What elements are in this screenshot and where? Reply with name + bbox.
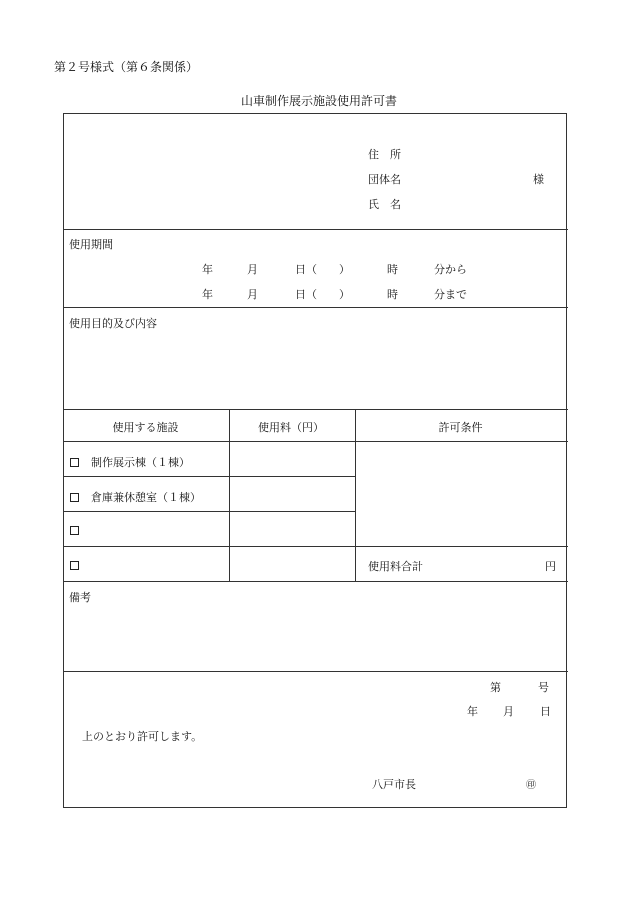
divider	[64, 229, 568, 230]
divider	[64, 671, 568, 672]
approval-year: 年	[467, 705, 478, 718]
facility-row	[70, 454, 190, 470]
address-label: 住 所	[368, 148, 401, 161]
seal-mark: ㊞	[526, 780, 536, 791]
permit-number-prefix: 第	[490, 681, 501, 694]
divider	[64, 546, 568, 547]
form-number: 第２号様式（第６条関係）	[54, 60, 199, 74]
name-label: 氏 名	[368, 198, 401, 211]
divider	[64, 441, 568, 442]
from-month: 月	[247, 263, 258, 276]
document-title: 山車制作展示施設使用許可書	[241, 94, 398, 108]
facility-checkbox[interactable]	[70, 561, 79, 570]
approval-day: 日	[540, 705, 551, 718]
to-day: 日（ ）	[295, 288, 350, 301]
divider	[64, 581, 568, 582]
honorific: 様	[533, 173, 544, 186]
facility-name: 制作展示棟（１棟）	[91, 456, 190, 469]
facility-checkbox[interactable]	[70, 493, 79, 502]
facility-checkbox[interactable]	[70, 458, 79, 467]
to-year: 年	[202, 288, 213, 301]
issuer: 八戸市長	[372, 778, 416, 791]
purpose-label: 使用目的及び内容	[69, 317, 157, 330]
period-label: 使用期間	[69, 238, 113, 251]
to-minute: 分まで	[434, 288, 467, 301]
conditions-header: 許可条件	[438, 421, 483, 434]
remarks-label: 備考	[69, 591, 91, 604]
fee-total-label: 使用料合計	[368, 560, 423, 573]
divider	[64, 409, 568, 410]
approval-statement: 上のとおり許可します。	[82, 730, 203, 743]
from-year: 年	[202, 263, 213, 276]
approval-month: 月	[503, 705, 514, 718]
facility-row	[70, 559, 91, 572]
facility-row	[70, 489, 201, 505]
fee-header: 使用料（円）	[258, 421, 324, 434]
divider	[64, 476, 355, 477]
facility-name: 倉庫兼休憩室（１棟）	[91, 491, 201, 504]
divider	[64, 511, 355, 512]
from-hour: 時	[387, 263, 398, 276]
divider	[64, 307, 568, 308]
from-minute: 分から	[434, 263, 467, 276]
facility-header: 使用する施設	[112, 421, 179, 434]
to-month: 月	[247, 288, 258, 301]
facility-checkbox[interactable]	[70, 526, 79, 535]
from-day: 日（ ）	[295, 263, 350, 276]
permit-number-suffix: 号	[538, 681, 549, 694]
fee-total-unit: 円	[545, 560, 556, 573]
facility-row	[70, 524, 91, 537]
group-name-label: 団体名	[368, 173, 401, 186]
to-hour: 時	[387, 288, 398, 301]
